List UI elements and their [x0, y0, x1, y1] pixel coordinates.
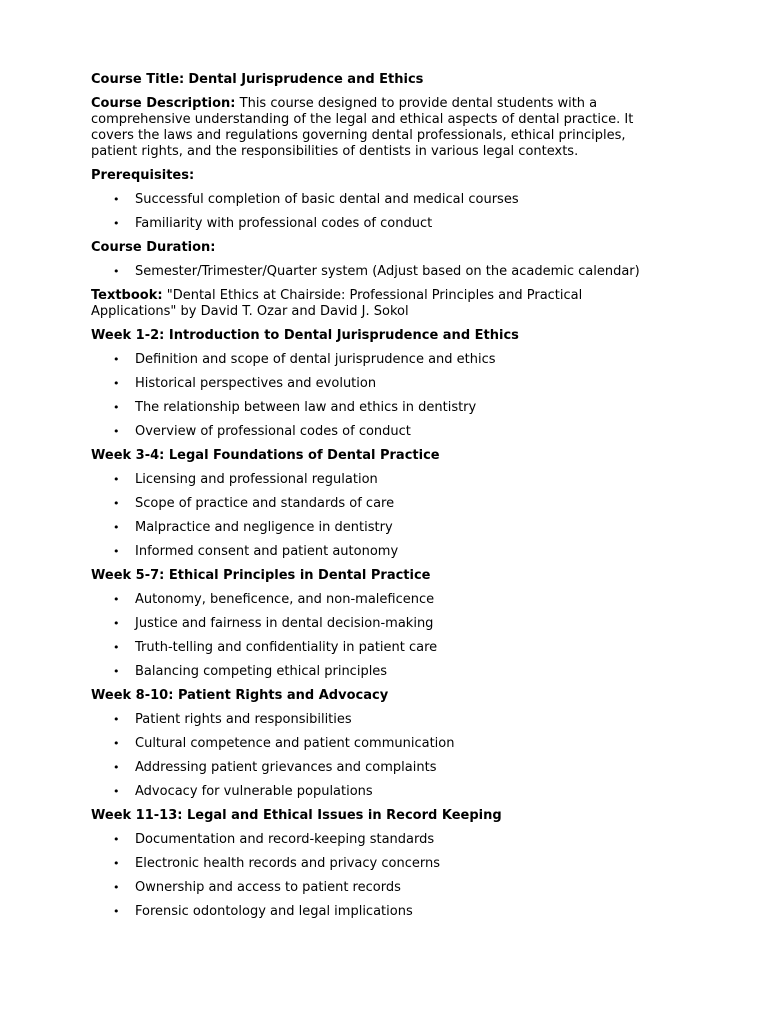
list-item	[91, 264, 671, 280]
week-heading-3: Week 5-7: Ethical Principles in Dental Practice	[91, 568, 431, 583]
list-item-text: Malpractice and negligence in dentistry	[135, 520, 393, 535]
list-item-text: Justice and fairness in dental decision-making	[135, 616, 434, 631]
bullet-icon: •	[113, 737, 120, 750]
list-item	[91, 856, 671, 872]
course-title	[91, 72, 671, 88]
bullet-icon: •	[113, 785, 120, 798]
list-item	[91, 784, 671, 800]
list-item	[91, 592, 671, 608]
textbook-text: "Dental Ethics at Chairside: Professional Principles and Practical Applications" by David T. Ozar and David J. Sokol	[91, 288, 583, 319]
course-description	[91, 96, 671, 160]
list-item	[91, 192, 671, 208]
bullet-icon: •	[113, 193, 120, 206]
list-item-text: Successful completion of basic dental and medical courses	[135, 192, 519, 207]
week-heading-5: Week 11-13: Legal and Ethical Issues in Record Keeping	[91, 808, 502, 823]
course-description-label: Course Description:	[91, 96, 236, 111]
week-list-2	[91, 472, 671, 560]
bullet-icon: •	[113, 665, 120, 678]
list-item	[91, 424, 671, 440]
week-list-4	[91, 712, 671, 800]
course-description-text: This course designed to provide dental students with a comprehensive understanding of the legal and ethical aspects of dental practice. It covers the laws and regulations governing dental professionals, ethical principles, patient rights, and the responsibilities of dentists in various legal contexts.	[91, 96, 634, 159]
bullet-icon: •	[113, 641, 120, 654]
list-item-text: Definition and scope of dental jurisprudence and ethics	[135, 352, 496, 367]
textbook	[91, 288, 671, 320]
course-title-label: Course Title:	[91, 72, 185, 87]
bullet-icon: •	[113, 857, 120, 870]
document-page	[91, 72, 671, 928]
list-item	[91, 616, 671, 632]
list-item	[91, 544, 671, 560]
bullet-icon: •	[113, 377, 120, 390]
bullet-icon: •	[113, 353, 120, 366]
list-item	[91, 736, 671, 752]
course-duration-list	[91, 264, 671, 280]
bullet-icon: •	[113, 593, 120, 606]
list-item-text: Overview of professional codes of conduct	[135, 424, 411, 439]
bullet-icon: •	[113, 881, 120, 894]
list-item-text: Patient rights and responsibilities	[135, 712, 352, 727]
list-item	[91, 760, 671, 776]
list-item-text: Advocacy for vulnerable populations	[135, 784, 373, 799]
list-item	[91, 664, 671, 680]
list-item	[91, 496, 671, 512]
bullet-icon: •	[113, 617, 120, 630]
bullet-icon: •	[113, 217, 120, 230]
week-list-1	[91, 352, 671, 440]
bullet-icon: •	[113, 713, 120, 726]
list-item	[91, 520, 671, 536]
textbook-label: Textbook:	[91, 288, 163, 303]
list-item-text: Licensing and professional regulation	[135, 472, 378, 487]
list-item-text: Familiarity with professional codes of conduct	[135, 216, 433, 231]
course-title-value: Dental Jurisprudence and Ethics	[188, 72, 424, 87]
bullet-icon: •	[113, 497, 120, 510]
list-item	[91, 904, 671, 920]
list-item	[91, 832, 671, 848]
list-item-text: Documentation and record-keeping standards	[135, 832, 435, 847]
list-item-text: Truth-telling and confidentiality in patient care	[135, 640, 438, 655]
list-item	[91, 352, 671, 368]
list-item-text: Ownership and access to patient records	[135, 880, 401, 895]
list-item-text: Scope of practice and standards of care	[135, 496, 395, 511]
list-item-text: Electronic health records and privacy concerns	[135, 856, 440, 871]
bullet-icon: •	[113, 265, 120, 278]
bullet-icon: •	[113, 545, 120, 558]
list-item	[91, 712, 671, 728]
bullet-icon: •	[113, 905, 120, 918]
list-item-text: The relationship between law and ethics in dentistry	[135, 400, 477, 415]
list-item-text: Semester/Trimester/Quarter system (Adjust based on the academic calendar)	[135, 264, 640, 279]
bullet-icon: •	[113, 521, 120, 534]
list-item	[91, 472, 671, 488]
course-duration-heading: Course Duration:	[91, 240, 216, 255]
list-item-text: Addressing patient grievances and complaints	[135, 760, 437, 775]
list-item	[91, 400, 671, 416]
list-item	[91, 880, 671, 896]
list-item-text: Cultural competence and patient communication	[135, 736, 455, 751]
prerequisites-heading: Prerequisites:	[91, 168, 195, 183]
list-item	[91, 376, 671, 392]
bullet-icon: •	[113, 473, 120, 486]
list-item-text: Forensic odontology and legal implications	[135, 904, 413, 919]
week-heading-2: Week 3-4: Legal Foundations of Dental Practice	[91, 448, 440, 463]
list-item	[91, 640, 671, 656]
list-item-text: Historical perspectives and evolution	[135, 376, 377, 391]
list-item-text: Balancing competing ethical principles	[135, 664, 388, 679]
list-item	[91, 216, 671, 232]
week-heading-4: Week 8-10: Patient Rights and Advocacy	[91, 688, 389, 703]
week-list-5	[91, 832, 671, 920]
week-list-3	[91, 592, 671, 680]
bullet-icon: •	[113, 833, 120, 846]
bullet-icon: •	[113, 761, 120, 774]
week-heading-1: Week 1-2: Introduction to Dental Jurisprudence and Ethics	[91, 328, 519, 343]
bullet-icon: •	[113, 425, 120, 438]
prerequisites-list	[91, 192, 671, 232]
bullet-icon: •	[113, 401, 120, 414]
list-item-text: Autonomy, beneficence, and non-maleficence	[135, 592, 435, 607]
list-item-text: Informed consent and patient autonomy	[135, 544, 399, 559]
